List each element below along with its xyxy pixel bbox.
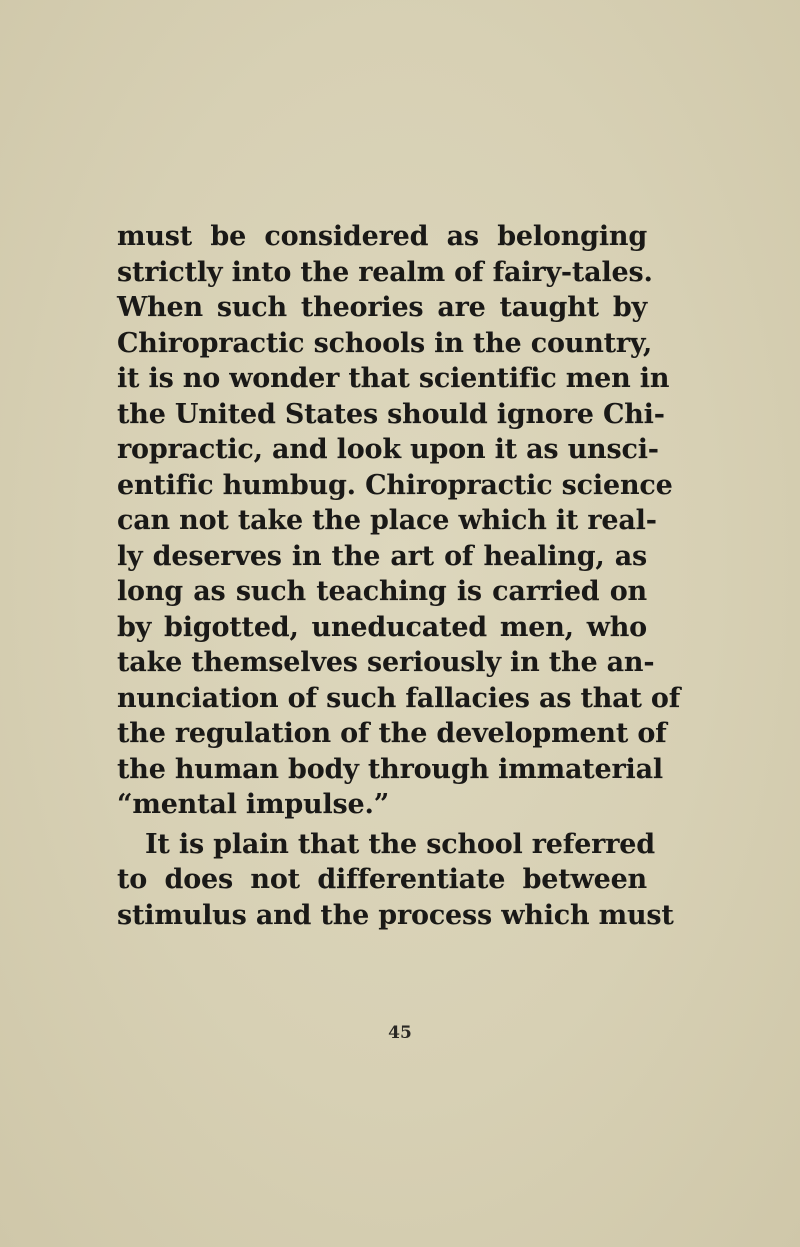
text-line: Chiropractic schools in the country, [117,327,653,359]
text-line: “mental impulse.” [117,789,390,820]
text-line: entific humbug. Chiropractic science [117,469,673,501]
text-line: long as such teaching is carried on [117,576,647,607]
text-line: strictly into the realm of fairy-tales. [117,256,653,288]
text-line: must be considered as belonging [117,221,647,252]
text-line: take themselves seriously in the an- [117,647,655,678]
text-line: by bigotted, uneducated men, who [117,611,647,643]
body-text [117,219,681,933]
page-number: 45 [388,1023,412,1043]
text-line: stimulus and the process which must [117,899,674,931]
text-line: the United States should ignore Chi- [117,398,665,430]
text-line: When such theories are taught by [117,292,647,323]
text-line: ly deserves in the art of healing, as [117,540,647,572]
text-line: to does not differentiate between [117,864,647,895]
paragraph-1 [117,219,681,823]
text-line: nunciation of such fallacies as that of [117,682,681,714]
text-line: It is plain that the school referred [145,828,655,860]
text-line: can not take the place which it real- [117,505,657,536]
text-line: the regulation of the development of [117,718,667,749]
text-line: ropractic, and look upon it as unsci- [117,434,659,465]
text-line: the human body through immaterial [117,753,663,785]
text-line: it is no wonder that scientific men in [117,363,670,394]
paragraph-2 [117,827,674,934]
